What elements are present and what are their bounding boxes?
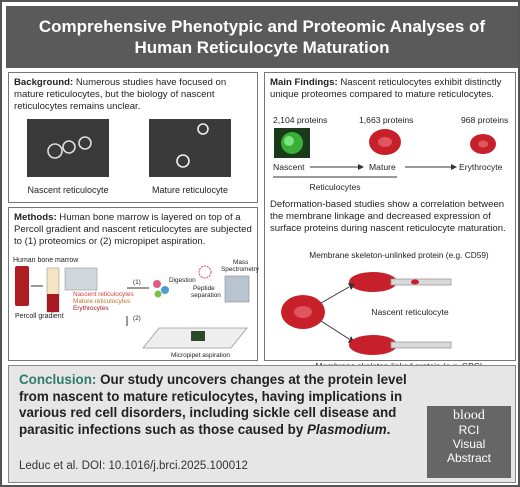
center-label: Nascent reticulocyte (371, 307, 449, 317)
blood-logo: blood (453, 408, 485, 423)
badge-line-1: RCI (458, 423, 480, 437)
background-label: Background: (14, 77, 74, 88)
membrane-figure (265, 249, 513, 379)
count-mature: 1,663 proteins (359, 115, 414, 125)
findings-body: Nascent reticulocytes exhibit distinctly unique proteomes compared to mature reticulocytes. (270, 77, 502, 100)
unlinked-pipette (391, 279, 451, 285)
layer-mature: Mature reticulocytes (73, 298, 131, 305)
linked-cell (349, 335, 397, 355)
unlinked-vesicle (411, 280, 419, 285)
findings-text (265, 73, 515, 105)
arrowhead-1 (358, 164, 364, 170)
arrowhead-2 (451, 164, 457, 170)
mature-micrograph (149, 119, 231, 177)
group-reticulocytes: Reticulocytes (309, 182, 361, 192)
mass-spec-label-1: Mass (233, 259, 249, 266)
linked-pipette (391, 342, 451, 348)
background-panel (8, 72, 258, 203)
layer-erythrocytes: Erythrocytes (73, 305, 109, 312)
micrograph-figure (9, 113, 255, 199)
nascent-cell-core (284, 136, 294, 146)
conclusion-body: Our study uncovers changes at the protein level from nascent to mature reticulocytes, having implications in various red cell disorders, including sickle cell disease and parasitic infections such as those caused by (19, 372, 407, 437)
findings-text-2: Deformation-based studies show a correlation between the membrane linkage and decreased expression of surface proteins during nascent reticulocyte maturation. (270, 199, 506, 234)
badge-line-3: Abstract (446, 451, 491, 465)
peptide-icon (199, 266, 211, 278)
layer-nascent: Nascent reticulocytes (73, 291, 134, 298)
digestion-label: Digestion (169, 277, 196, 284)
stage-mature: Mature (369, 162, 396, 172)
erythrocyte-center (478, 141, 488, 148)
stage-nascent: Nascent (273, 162, 305, 172)
caption-nascent: Nascent reticulocyte (27, 185, 109, 195)
peptide-label-1: Peptide (193, 285, 215, 292)
mass-spec-label-2: Spectrometry (221, 266, 260, 273)
percoll-layer (47, 294, 59, 312)
methods-figure (9, 254, 260, 360)
background-text (9, 73, 257, 117)
protein-icon-3 (155, 291, 162, 298)
stage-erythrocyte: Erythrocyte (459, 162, 503, 172)
citation-link[interactable]: Leduc et al. DOI: 10.1016/j.brci.2025.100012 (19, 460, 248, 472)
conclusion-italic: Plasmodium (307, 421, 387, 437)
methods-panel (8, 207, 258, 361)
centrifuge-icon (65, 268, 97, 290)
page-title: Comprehensive Phenotypic and Proteomic Analyses of Human Reticulocyte Maturation (38, 17, 486, 57)
conclusion-text (19, 372, 419, 438)
mature-cell-center (378, 137, 392, 147)
badge-line-2: Visual (452, 437, 486, 451)
count-nascent: 2,104 proteins (273, 115, 328, 125)
percoll-label: Percoll gradient (15, 313, 64, 320)
header-banner (6, 6, 518, 68)
arrow-down (321, 321, 349, 339)
nascent-micrograph (27, 119, 109, 177)
findings-label: Main Findings: (270, 77, 338, 88)
background-body: Numerous studies have focused on mature reticulocytes, but the biology of nascent reticulocytes remains unclear. (14, 77, 227, 112)
unlinked-cell (349, 272, 397, 292)
conclusion-panel (8, 365, 516, 483)
protein-icon-2 (161, 286, 169, 294)
mass-spec-icon (225, 276, 249, 302)
caption-mature: Mature reticulocyte (151, 185, 229, 195)
arrow-up (321, 287, 349, 303)
conclusion-end: . (386, 421, 391, 437)
unlinked-label: Membrane skeleton-unlinked protein (e.g. CD59) (309, 250, 489, 260)
count-erythrocyte: 968 proteins (461, 115, 509, 125)
journal-badge (427, 406, 511, 478)
micropipet-image (191, 331, 205, 341)
nascent-center (294, 306, 312, 318)
bone-marrow-tube (15, 266, 29, 306)
path-2-label: (2) (133, 315, 141, 322)
protein-icon-1 (153, 280, 161, 288)
methods-text (9, 208, 257, 252)
peptide-label-2: separation (191, 292, 221, 299)
micropipet-label: Micropipet aspiration (171, 352, 230, 359)
bone-marrow-label: Human bone marrow (13, 257, 79, 264)
methods-label: Methods: (14, 212, 57, 223)
main-findings-panel (264, 72, 516, 361)
path-1-label: (1) (133, 279, 141, 286)
conclusion-label: Conclusion: (19, 372, 97, 387)
proteome-figure (265, 115, 513, 205)
methods-body: Human bone marrow is layered on top of a Percoll gradient and nascent reticulocytes are subjected to (1) proteomics or (2) micropipet aspiration. (14, 212, 252, 247)
